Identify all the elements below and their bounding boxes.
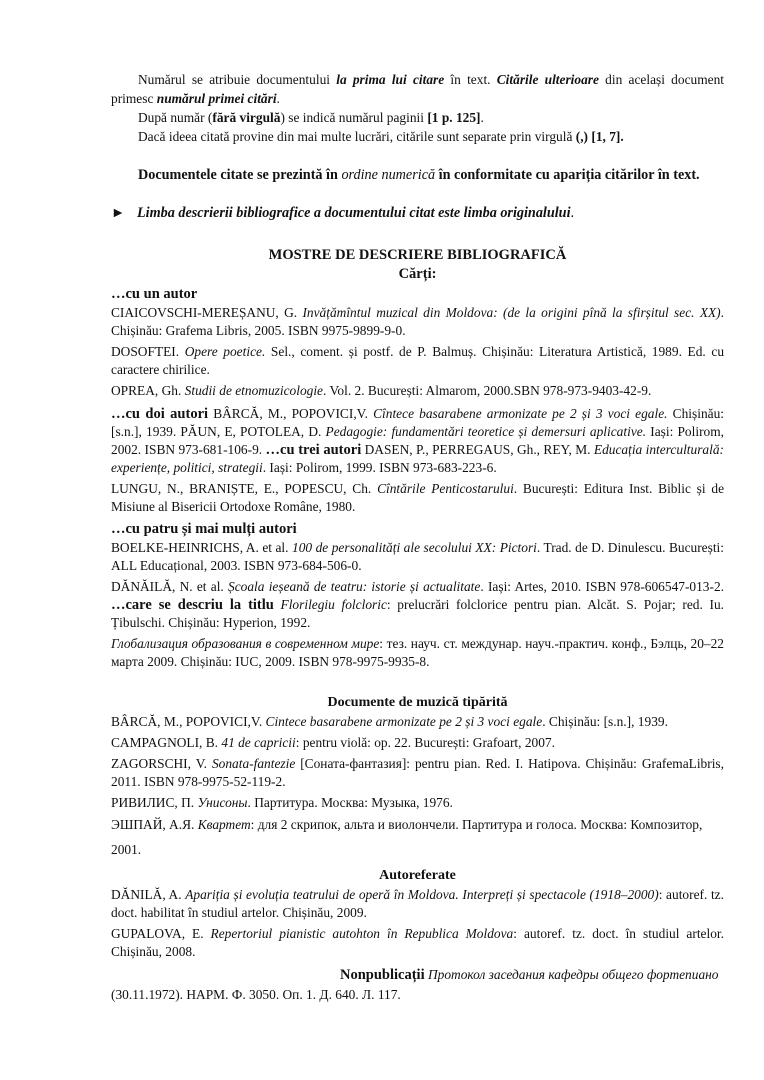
nonpublications-heading: Nonpublicații xyxy=(340,967,425,983)
reference-item xyxy=(111,539,724,575)
document-page xyxy=(111,70,724,1005)
ref-author: CAMPAGNOLI, B. xyxy=(111,735,222,750)
reference-block-title-entries xyxy=(111,578,724,632)
ref-details: . Chișinău: [s.n.], 1939. xyxy=(542,714,668,729)
text: Documentele citate se prezintă în xyxy=(138,167,342,183)
subheading-three-authors: …cu trei autori xyxy=(265,442,362,458)
ref-title: Opere poetice. xyxy=(184,344,266,359)
ref-title: Квартет xyxy=(197,817,251,832)
ref-details: (30.11.1972). НАРМ. Ф. 3050. Оп. 1. Д. 640. Л. 117. xyxy=(111,987,401,1002)
ref-details: : prelucrări folclorice pentru pian. Alcăt. S. Pojar; red. Iu. Țibulschi. Chișinău: Hyperion, 1992. xyxy=(111,597,724,630)
emphasis: la prima lui citare xyxy=(336,72,445,87)
ref-title: Sonata-fantezie xyxy=(211,756,296,771)
ref-details: . Iași: Polirom, 1999. ISBN 973-683-223-6. xyxy=(262,460,497,475)
ref-title: Studii de etnomuzicologie xyxy=(184,383,324,398)
ref-author: DOSOFTEI. xyxy=(111,344,185,359)
ref-details: [Соната-фантазия]: pentru pian. Red. I. Hatipova. Chișinău: GrafemaLibris, 2011. ISBN 978-9975-52-119-2. xyxy=(111,756,724,789)
ref-details: . Trad. de D. Dinulescu. București: ALL Educațional, 2003. ISBN 973-684-506-0. xyxy=(111,540,724,573)
ref-title: Унисоны xyxy=(197,795,248,810)
ref-details: : pentru violă: op. 22. București: Grafoart, 2007. xyxy=(295,735,555,750)
emphasis: (,) [1, 7]. xyxy=(575,129,624,144)
autoreferate-heading: Autoreferate xyxy=(379,868,456,883)
reference-item xyxy=(111,713,724,731)
ref-title: Apariția și evoluția teatrului de operă în Moldova. Interpreți și spectacole (1918–2000) xyxy=(185,887,659,902)
ref-author: DASEN, P., PERREGAUS, Gh., REY, M. xyxy=(361,442,594,457)
intro-paragraph-1 xyxy=(111,70,724,108)
ref-details: . Партитура. Москва: Музыка, 1976. xyxy=(247,795,453,810)
ref-author: CIAICOVSCHI-MEREȘANU, G. xyxy=(111,305,303,320)
emphasis: Citările ulterioare xyxy=(496,72,599,87)
reference-item xyxy=(111,925,724,961)
ref-author: BÂRCĂ, M., POPOVICI,V. xyxy=(111,714,266,729)
ref-details: . Vol. 2. București: Almarom, 2000.SBN 978-973-9403-42-9. xyxy=(323,383,652,398)
ref-details: : autoref. tz. doct. în studiul artelor. Chișinău, 2008. xyxy=(111,926,724,959)
ref-title: Cîntece basarabene armonizate pe 2 și 3 voci egale. xyxy=(373,406,668,421)
text: Numărul se atribuie documentului xyxy=(138,72,337,87)
ref-title: Pedagogie: fundamentări teoretice și demersuri aplicative. xyxy=(325,424,647,439)
arrow-bullet-icon: ► xyxy=(111,205,126,221)
ref-author: ЭШПАЙ, А.Я. xyxy=(111,817,198,832)
reference-item xyxy=(111,343,724,379)
music-heading: Documente de muzică tipărită xyxy=(327,695,508,710)
emphasis: numărul primei citări xyxy=(156,91,277,106)
intro-paragraph-4 xyxy=(111,165,724,185)
emphasis: [1 p. 125] xyxy=(427,110,481,125)
reference-item xyxy=(111,382,724,400)
ref-details: : тез. науч. ст. междунар. науч.-практич. конф., Бэлць, 20–22 марта 2009. Chișinău: IUC, 2009. ISBN 978-9975-9935-8. xyxy=(111,636,724,669)
ref-title: Глобализация образования в современном мире xyxy=(111,636,380,651)
ref-author: BÂRCĂ, M., POPOVICI,V. xyxy=(208,406,374,421)
ref-author: GUPALOVA, E. xyxy=(111,926,211,941)
ref-details: . Iași: Artes, 2010. ISBN 978-606547-013-2. xyxy=(480,579,725,594)
ref-details: . Chișinău: Grafema Libris, 2005. ISBN 9975-9899-9-0. xyxy=(111,305,725,338)
ref-title: Cintece basarabene armonizate pe 2 și 3 voci egale xyxy=(265,714,543,729)
text: . xyxy=(276,91,280,106)
ref-details: : autoref. tz. doct. habilitat în studiul artelor. Chișinău, 2009. xyxy=(111,887,724,920)
reference-item xyxy=(111,480,724,516)
text: . xyxy=(570,205,575,221)
text: în text. xyxy=(444,72,497,87)
reference-item xyxy=(111,635,724,671)
reference-item xyxy=(111,886,724,922)
text: din același document primesc xyxy=(111,72,724,106)
emphasis: ordine numerică xyxy=(341,167,436,183)
reference-block-two-three-authors xyxy=(111,405,724,477)
ref-details: : для 2 скрипок, альта и виолончели. Партитура и голоса. Москва: Композитор, 2001. xyxy=(111,817,703,857)
ref-author: ZAGORSCHI, V. xyxy=(111,756,212,771)
ref-title: Invățămîntul muzical din Moldova: (de la origini pînă la sfirșitul sec. XX) xyxy=(302,305,721,320)
ref-title: 100 de personalități ale secolului XX: Pictori xyxy=(292,540,537,555)
reference-item xyxy=(111,794,724,812)
reference-item xyxy=(111,755,724,791)
section-title: MOSTRE DE DESCRIERE BIBLIOGRAFICĂ xyxy=(268,247,567,263)
subheading-by-title: …care se descriu la titlu xyxy=(111,597,274,613)
intro-paragraph-5 xyxy=(111,204,724,223)
ref-author: BOELKE-HEINRICHS, A. et al. xyxy=(111,540,292,555)
ref-details: Iași: Polirom, 2002. ISBN 973-681-106-9. xyxy=(111,424,724,457)
ref-title: Florilegiu folcloric xyxy=(273,597,387,612)
intro-paragraph-2 xyxy=(111,108,724,127)
text: După număr ( xyxy=(138,110,213,125)
ref-title: Educația interculturală: experiențe, politici, strategii xyxy=(111,442,724,475)
intro-paragraph-3 xyxy=(111,127,724,146)
reference-item xyxy=(111,812,724,862)
ref-title: 41 de capricii xyxy=(221,735,296,750)
ref-title: Протокол заседания кафедры общего фортепиано xyxy=(424,967,719,982)
text: Dacă ideea citată provine din mai multe lucrări, citările sunt separate prin virgulă xyxy=(138,129,576,144)
books-heading: Cărți: xyxy=(398,266,437,282)
text: în conformitate cu apariția citărilor în text. xyxy=(435,167,700,183)
reference-item xyxy=(111,304,724,340)
ref-title: Școala ieșeană de teatru: istorie și actualitate xyxy=(228,579,481,594)
ref-details: . București: Editura Inst. Biblic și de Misiune al Bisericii Ortodoxe Române, 1980. xyxy=(111,481,725,514)
ref-details: Sel., coment. și postf. de P. Balmuș. Chișinău: Literatura Artistică, 1989. Ed. cu caractere chirilice. xyxy=(111,344,725,377)
nonpublications-entry xyxy=(111,965,724,1005)
subheading-two-authors: …cu doi autori xyxy=(111,406,209,422)
subheading-four-authors: …cu patru și mai mulți autori xyxy=(111,521,297,537)
emphasis: Limba descrierii bibliografice a documentului citat este limba originalului xyxy=(137,205,571,221)
reference-item xyxy=(111,734,724,752)
emphasis: fără virgulă xyxy=(212,110,281,125)
indent xyxy=(111,967,340,982)
ref-author: DĂNĂILĂ, N. et al. xyxy=(111,579,229,594)
ref-title: Repertoriul pianistic autohton în Republica Moldova xyxy=(210,926,514,941)
ref-details: Chișinău: [s.n.], 1939. PĂUN, E, POTOLEA, D. xyxy=(111,406,724,439)
ref-author: DĂNILĂ, A. xyxy=(111,887,186,902)
ref-author: LUNGU, N., BRANIȘTE, E., POPESCU, Ch. xyxy=(111,481,378,496)
subheading-one-author: …cu un autor xyxy=(111,286,198,302)
ref-author: РИВИЛИС, П. xyxy=(111,795,198,810)
ref-author: OPREA, Gh. xyxy=(111,383,185,398)
ref-title: Cîntările Penticostarului xyxy=(377,481,514,496)
text: ) se indică numărul paginii xyxy=(280,110,428,125)
text: . xyxy=(480,110,484,125)
